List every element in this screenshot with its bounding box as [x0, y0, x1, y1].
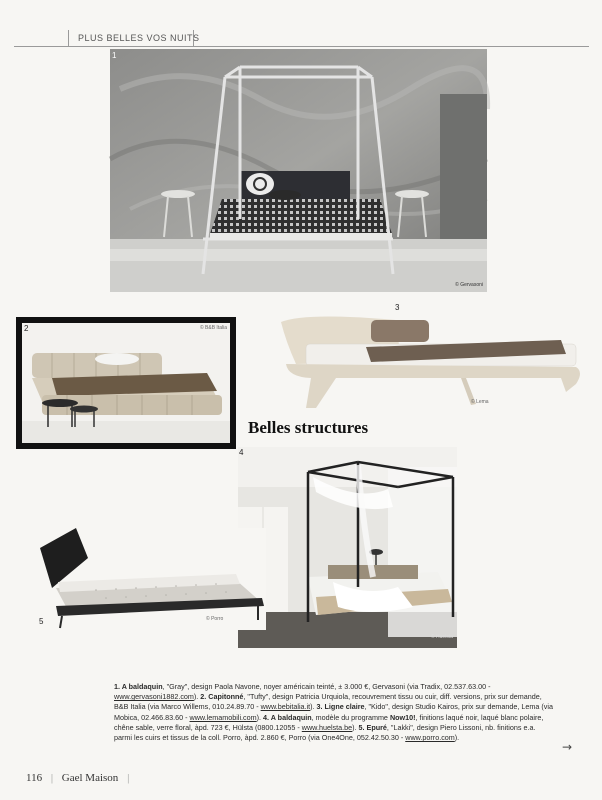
photo-number: 3	[395, 303, 400, 312]
photo-credit: © Gervasoni	[455, 282, 483, 288]
caption-text: ).	[352, 722, 359, 732]
caption-item-heading: 4. A baldaquin	[263, 712, 312, 722]
caption-item-heading: 1. A baldaquin	[114, 682, 163, 691]
caption-text: ).	[256, 712, 264, 722]
photo-number: 1	[112, 51, 117, 60]
magazine-name: Gael Maison	[61, 772, 119, 784]
caption-item-heading: 5. Epuré	[358, 722, 387, 732]
canopy-bed-image	[110, 49, 487, 292]
low-bed-image	[276, 312, 588, 422]
photo-number: 4	[239, 448, 244, 457]
caption-text: , modèle du programme	[311, 712, 390, 722]
caption-link[interactable]: www.lemamobili.com	[189, 712, 257, 722]
caption-item-heading: Now10!	[389, 712, 416, 722]
photo-number: 5	[39, 617, 44, 626]
caption-link[interactable]: www.bebitalia.it	[260, 702, 311, 712]
caption-link[interactable]: www.huelsta.be	[301, 722, 353, 732]
caption-item-heading: 2. Capitonné	[200, 692, 244, 702]
photo-credit: © Huelsta	[430, 634, 453, 640]
caption-item-heading: 3. Ligne claire	[316, 702, 365, 712]
page-headline: Belles structures	[248, 418, 369, 437]
photo-5	[36, 528, 266, 630]
caption-text: ).	[454, 733, 460, 743]
photo-2-inner	[22, 323, 230, 443]
photo-number: 2	[24, 324, 29, 333]
header-rule	[14, 46, 589, 47]
canopy-bed-room-image	[238, 447, 457, 648]
photo-credit: © Porro	[206, 616, 224, 622]
leather-bed-image	[36, 528, 266, 630]
caption-text: ).	[310, 702, 317, 712]
header-divider	[68, 30, 69, 46]
photo-1	[110, 49, 487, 292]
next-page-arrow-icon: →	[562, 740, 573, 754]
caption-link[interactable]: www.gervasoni1882.com	[114, 692, 194, 702]
folio-divider: |	[127, 772, 130, 784]
caption-text: , finitions laqué noir, laqué blanc polaire, chêne sable, verre floral, àpd. 723 €, Hülsta (0800.12055 -	[114, 712, 544, 732]
photo-2	[16, 317, 236, 449]
photo-4	[238, 447, 457, 648]
caption-paragraph	[114, 682, 554, 743]
quilted-bed-image	[22, 323, 230, 443]
photo-3	[276, 303, 588, 422]
caption-text: ).	[193, 692, 201, 702]
photo-credit: © B&B Italia	[199, 325, 227, 331]
caption-text: , "Kido", design Studio Kairos, prix sur demande, Lema (via Mobica, 02.466.83.60 -	[114, 702, 553, 722]
section-title: PLUS BELLES VOS NUITS	[78, 33, 200, 43]
caption-text: , "Gray", design Paola Navone, noyer américain teinté, ± 3.000 €, Gervasoni (via Tradix, 02.537.63.00 -	[162, 682, 491, 691]
caption-text: , "Tufty", design Patricia Urquiola, recouvrement tissu ou cuir, diff. versions, prix sur demande, B&B Italia (via Marco Willems, 010.24.89.70 -	[114, 692, 542, 712]
caption-text: , "Lakki", design Piero Lissoni, nb. finitions e.a. parmi les cuirs et tissus de la coll. Porro, àpd. 2.860 €, Porro (via One4One, 052.42.50.30 -	[114, 722, 536, 743]
photo-credit: © Lema	[471, 399, 489, 405]
folio-divider: |	[50, 772, 54, 784]
page-number: 116	[26, 772, 43, 784]
folio	[26, 772, 129, 784]
caption-link[interactable]: www.porro.com	[405, 733, 455, 743]
